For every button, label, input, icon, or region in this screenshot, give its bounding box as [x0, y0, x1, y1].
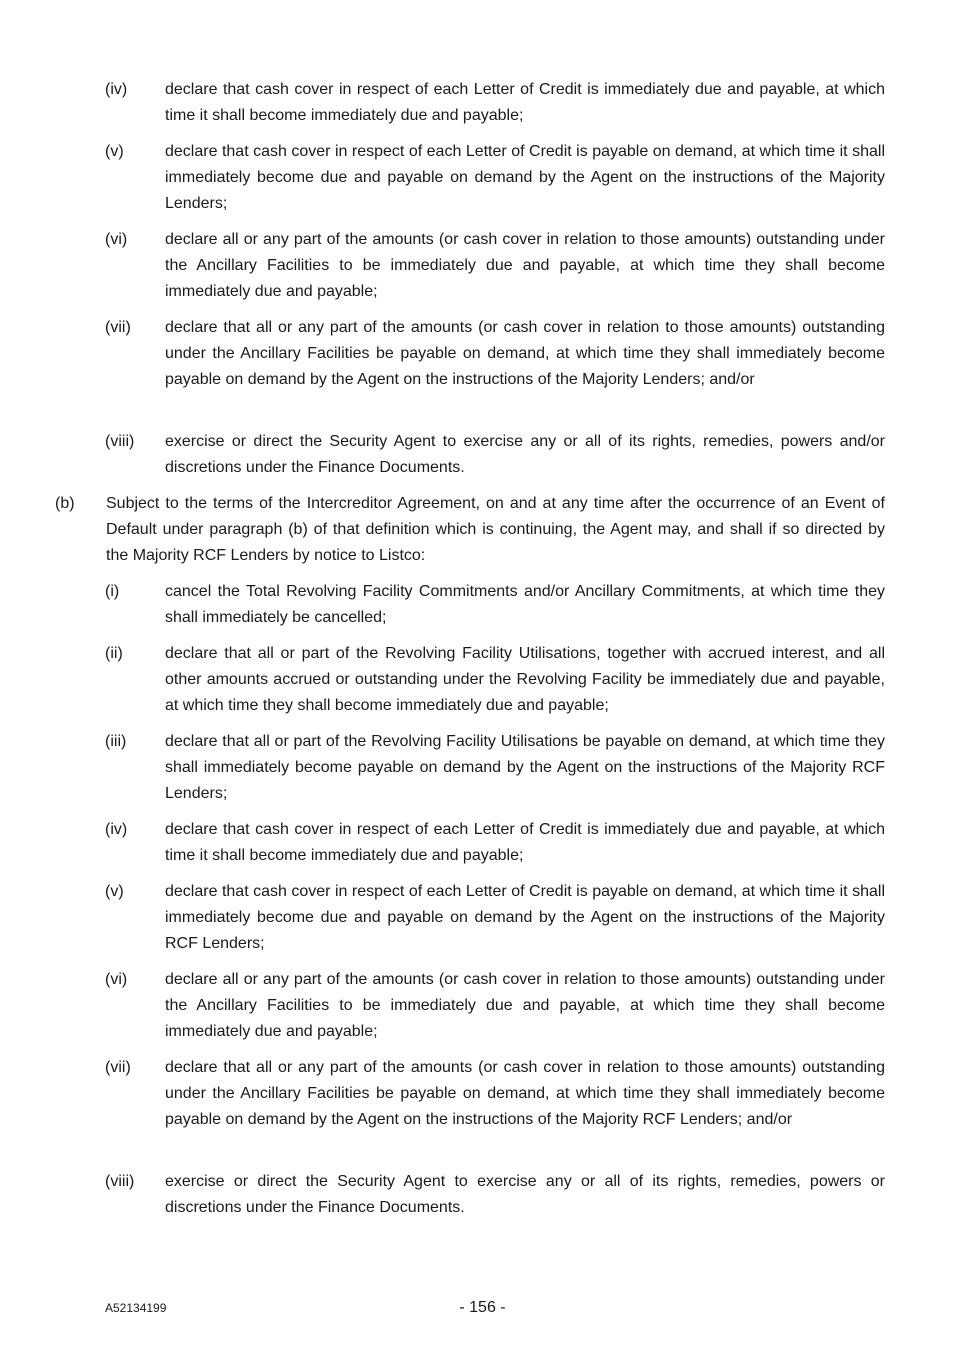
paragraph-text: Subject to the terms of the Intercreditor Agreement, on and at any time after the occurrence of an Event of Default under paragraph (b) of that definition which is continuing, the Agent may, and shall if so directed by the Majority RCF Lenders by notice to Listco: [106, 495, 885, 564]
item-number: (v) [105, 883, 124, 900]
item-text: declare that all or part of the Revolving Facility Utilisations, together with accrued interest, and all other amounts accrued or outstanding under the Revolving Facility be immediately due and payable, at which time they shall become immediately due and payable; [165, 645, 885, 714]
item-number: (vii) [105, 319, 131, 336]
item-number: (iv) [105, 821, 128, 838]
item-text: declare that cash cover in respect of each Letter of Credit is payable on demand, at which time it shall immediately become due and payable on demand by the Agent on the instructions of the Majority RCF Lenders; [165, 883, 885, 952]
document-reference: A52134199 [105, 1301, 167, 1315]
item-number: (iv) [105, 81, 128, 98]
item-text: declare all or any part of the amounts (or cash cover in relation to those amounts) outstanding under the Ancillary Facilities to be immediately due and payable, at which time they shall become immediately due and payable; [165, 971, 885, 1040]
item-number: (vi) [105, 231, 128, 248]
item-text: declare that all or any part of the amounts (or cash cover in relation to those amounts) outstanding under the Ancillary Facilities be payable on demand, at which time they shall immediately become payable on demand by the Agent on the instructions of the Majority Lenders; and/or [165, 319, 885, 388]
item-text: declare all or any part of the amounts (or cash cover in relation to those amounts) outstanding under the Ancillary Facilities to be immediately due and payable, at which time they shall become immediately due and payable; [165, 231, 885, 300]
item-text: declare that all or part of the Revolving Facility Utilisations be payable on demand, at which time they shall immediately become payable on demand by the Agent on the instructions of the Majority RCF Lenders; [165, 733, 885, 802]
page-number: - 156 - [459, 1299, 506, 1316]
item-text: declare that cash cover in respect of each Letter of Credit is immediately due and payable, at which time it shall become immediately due and payable; [165, 821, 885, 864]
item-text: declare that all or any part of the amounts (or cash cover in relation to those amounts) outstanding under the Ancillary Facilities be payable on demand, at which time they shall immediately become payable on demand by the Agent on the instructions of the Majority RCF Lenders; and/or [165, 1059, 885, 1128]
item-number: (viii) [105, 1173, 135, 1190]
item-number: (iii) [105, 733, 127, 750]
item-text: exercise or direct the Security Agent to exercise any or all of its rights, remedies, powers and/or discretions under the Finance Documents. [165, 433, 885, 476]
item-number: (vi) [105, 971, 128, 988]
item-number: (ii) [105, 645, 123, 662]
paragraph-number: (b) [55, 495, 75, 512]
item-text: declare that cash cover in respect of each Letter of Credit is immediately due and payable, at which time it shall become immediately due and payable; [165, 81, 885, 124]
item-number: (viii) [105, 433, 135, 450]
item-text: exercise or direct the Security Agent to exercise any or all of its rights, remedies, powers or discretions under the Finance Documents. [165, 1173, 885, 1216]
item-number: (vii) [105, 1059, 131, 1076]
item-number: (i) [105, 583, 120, 600]
item-text: cancel the Total Revolving Facility Commitments and/or Ancillary Commitments, at which time they shall immediately be cancelled; [165, 583, 885, 626]
item-number: (v) [105, 143, 124, 160]
item-text: declare that cash cover in respect of each Letter of Credit is payable on demand, at which time it shall immediately become due and payable on demand by the Agent on the instructions of the Majority Lenders; [165, 143, 885, 212]
